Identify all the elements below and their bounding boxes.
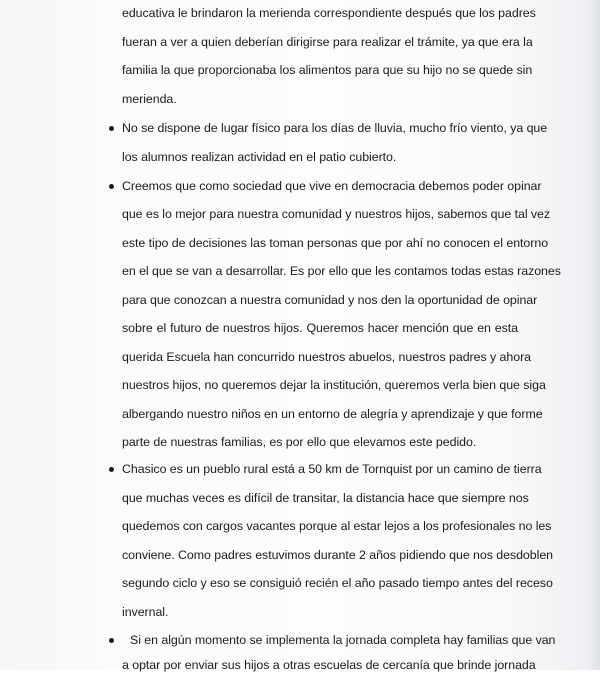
bullet-marker — [109, 184, 114, 189]
text-line: educativa le brindaron la merienda correspondiente después que los padres — [122, 6, 536, 20]
text-line: albergando nuestro niños en un entorno de alegría y aprendizaje y que forme — [122, 407, 543, 421]
text-line: familia la que proporcionaba los alimentos para que su hijo no se quede sin — [122, 63, 533, 77]
bullet-marker — [109, 126, 114, 131]
bullet-marker — [109, 467, 114, 472]
text-line: nuestros hijos, no queremos dejar la institución, queremos verla bien que siga — [122, 378, 546, 392]
text-line: quedemos con cargos vacantes porque al estar lejos a los profesionales no les — [122, 519, 552, 533]
text-line: este tipo de decisiones las toman personas que por ahí no conocen el entorno — [122, 236, 549, 250]
text-line: segundo ciclo y eso se consiguió recién el año pasado tiempo antes del receso — [122, 576, 553, 590]
text-line: querida Escuela han concurrido nuestros abuelos, nuestros padres y ahora — [122, 350, 531, 364]
text-line: merienda. — [122, 92, 177, 106]
text-line: conviene. Como padres estuvimos durante 2 años pidiendo que nos desdoblen — [122, 548, 554, 562]
text-line: invernal. — [122, 605, 169, 619]
text-line: Chasico es un pueblo rural está a 50 km de Tornquist por un camino de tierra — [122, 462, 542, 476]
text-line: Creemos que como sociedad que vive en democracia debemos poder opinar — [122, 179, 542, 193]
text-line: en el que se van a desarrollar. Es por ello que les contamos todas estas razones — [122, 264, 561, 278]
text-line: fueran a ver a quien deberían dirigirse para realizar el trámite, ya que era la — [122, 35, 533, 49]
text-line: que muchas veces es difícil de transitar, la distancia hace que siempre nos — [122, 491, 529, 505]
bullet-marker — [109, 638, 114, 643]
text-line: que es lo mejor para nuestra comunidad y nuestros hijos, sabemos que tal vez — [122, 207, 551, 221]
text-line: para que conozcan a nuestra comunidad y nos den la oportunidad de opinar — [122, 293, 538, 307]
text-line: parte de nuestras familias, es por ello que elevamos este pedido. — [122, 435, 477, 449]
text-line: a optar por enviar sus hijos a otras escuelas de cercanía que brinde jornada — [122, 658, 536, 672]
text-line: los alumnos realizan actividad en el patio cubierto. — [122, 150, 397, 164]
text-line: No se dispone de lugar físico para los días de lluvia, mucho frío viento, ya que — [122, 121, 548, 135]
text-line: Si en algún momento se implementa la jornada completa hay familias que van — [130, 633, 556, 647]
text-line: sobre el futuro de nuestros hijos. Queremos hacer mención que en esta — [122, 321, 518, 335]
